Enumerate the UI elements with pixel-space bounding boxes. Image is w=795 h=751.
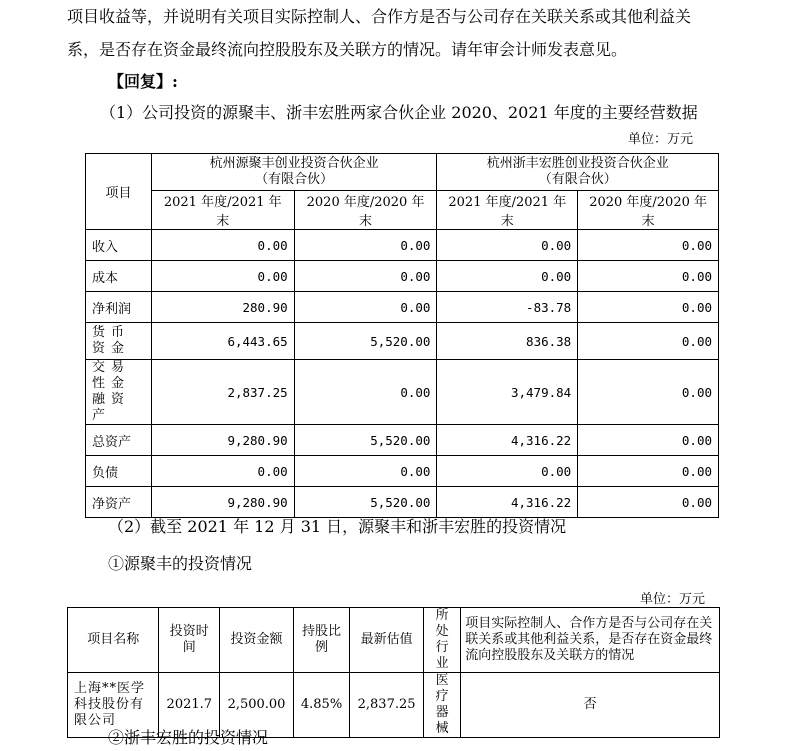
cell-value: 9,280.90 bbox=[151, 425, 294, 456]
row-label: 成本 bbox=[86, 261, 152, 292]
cell-value: 0.00 bbox=[294, 292, 437, 323]
latest-valuation: 2,837.25 bbox=[350, 673, 424, 738]
cell-value: 5,520.00 bbox=[294, 323, 437, 360]
table-row bbox=[86, 425, 719, 456]
row-label: 净资产 bbox=[86, 487, 152, 518]
cell-value: 4,316.22 bbox=[437, 487, 578, 518]
row-label: 交易性金融资产 bbox=[86, 360, 152, 425]
header-project-name: 项目名称 bbox=[68, 608, 159, 673]
intro-line-1: 项目收益等，并说明有关项目实际控制人、合作方是否与公司存在关联关系或其他利益关 bbox=[67, 7, 692, 26]
cell-value: 3,479.84 bbox=[437, 360, 578, 425]
table-row bbox=[86, 230, 719, 261]
cell-value: 0.00 bbox=[437, 230, 578, 261]
cell-value: 0.00 bbox=[578, 456, 719, 487]
subsection1-title: ①源聚丰的投资情况 bbox=[108, 554, 253, 573]
col-b-2021: 2021 年度/2021 年末 bbox=[437, 191, 578, 230]
header-invest-time: 投资时间 bbox=[159, 608, 220, 673]
cell-value: 5,520.00 bbox=[294, 425, 437, 456]
fund-a-name: 杭州源聚丰创业投资合伙企业 bbox=[209, 156, 379, 171]
row-label: 总资产 bbox=[86, 425, 152, 456]
row-label: 收入 bbox=[86, 230, 152, 261]
cell-value: 2,837.25 bbox=[151, 360, 294, 425]
invest-time: 2021.7 bbox=[159, 673, 220, 738]
project-name: 上海**医学科技股份有限公司 bbox=[68, 673, 159, 738]
fund-a-header bbox=[151, 154, 437, 191]
subsection2-title: ②浙丰宏胜的投资情况 bbox=[108, 728, 269, 747]
cell-value: 280.90 bbox=[151, 292, 294, 323]
section2-title: （2）截至 2021 年 12 月 31 日，源聚丰和浙丰宏胜的投资情况 bbox=[108, 517, 567, 536]
cell-value: 4,316.22 bbox=[437, 425, 578, 456]
cell-value: 0.00 bbox=[437, 456, 578, 487]
col-a-2021: 2021 年度/2021 年末 bbox=[151, 191, 294, 230]
cell-value: 0.00 bbox=[294, 360, 437, 425]
section1-title: （1）公司投资的源聚丰、浙丰宏胜两家合伙企业 2020、2021 年度的主要经营数据 bbox=[100, 103, 698, 122]
fund-b-type: （有限合伙） bbox=[538, 172, 617, 187]
header-related-party: 项目实际控制人、合作方是否与公司存在关联关系或其他利益关系，是否存在资金最终流向控股股东及关联方的情况 bbox=[461, 608, 720, 673]
table-row bbox=[86, 292, 719, 323]
row-label: 净利润 bbox=[86, 292, 152, 323]
cell-value: 0.00 bbox=[578, 360, 719, 425]
header-latest-valuation: 最新估值 bbox=[350, 608, 424, 673]
row-label: 货币资金 bbox=[86, 323, 152, 360]
cell-value: 0.00 bbox=[294, 456, 437, 487]
cell-value: 0.00 bbox=[578, 261, 719, 292]
cell-value: -83.78 bbox=[437, 292, 578, 323]
cell-value: 0.00 bbox=[578, 487, 719, 518]
cell-value: 5,520.00 bbox=[294, 487, 437, 518]
table-row bbox=[86, 360, 719, 425]
table-row bbox=[86, 487, 719, 518]
col-a-2020: 2020 年度/2020 年末 bbox=[294, 191, 437, 230]
header-share-ratio: 持股比例 bbox=[293, 608, 349, 673]
table-row bbox=[86, 456, 719, 487]
cell-value: 0.00 bbox=[578, 425, 719, 456]
invest-amount: 2,500.00 bbox=[220, 673, 294, 738]
fund-a-type: （有限合伙） bbox=[255, 172, 334, 187]
reply-label: 【回复】: bbox=[108, 72, 178, 91]
fund-b-header bbox=[437, 154, 719, 191]
fund-b-name: 杭州浙丰宏胜创业投资合伙企业 bbox=[486, 156, 669, 171]
unit-label-2: 单位：万元 bbox=[640, 592, 706, 607]
item-header: 项目 bbox=[86, 154, 152, 230]
cell-value: 0.00 bbox=[437, 261, 578, 292]
industry: 医疗器械 bbox=[423, 673, 460, 738]
cell-value: 0.00 bbox=[578, 323, 719, 360]
cell-value: 0.00 bbox=[294, 261, 437, 292]
operating-data-table bbox=[85, 153, 719, 518]
table-row bbox=[86, 323, 719, 360]
table-row bbox=[86, 261, 719, 292]
col-b-2020: 2020 年度/2020 年末 bbox=[578, 191, 719, 230]
header-industry: 所处行业 bbox=[423, 608, 460, 673]
cell-value: 836.38 bbox=[437, 323, 578, 360]
header-invest-amount: 投资金额 bbox=[220, 608, 294, 673]
cell-value: 6,443.65 bbox=[151, 323, 294, 360]
cell-value: 0.00 bbox=[578, 230, 719, 261]
unit-label-1: 单位：万元 bbox=[628, 132, 694, 147]
cell-value: 0.00 bbox=[151, 230, 294, 261]
row-label: 负债 bbox=[86, 456, 152, 487]
cell-value: 0.00 bbox=[151, 456, 294, 487]
cell-value: 0.00 bbox=[294, 230, 437, 261]
cell-value: 9,280.90 bbox=[151, 487, 294, 518]
related-party-answer: 否 bbox=[461, 673, 720, 738]
intro-line-2: 系，是否存在资金最终流向控股股东及关联方的情况。请年审会计师发表意见。 bbox=[67, 40, 628, 59]
share-ratio: 4.85% bbox=[293, 673, 349, 738]
cell-value: 0.00 bbox=[151, 261, 294, 292]
cell-value: 0.00 bbox=[578, 292, 719, 323]
investment-table bbox=[67, 607, 720, 738]
